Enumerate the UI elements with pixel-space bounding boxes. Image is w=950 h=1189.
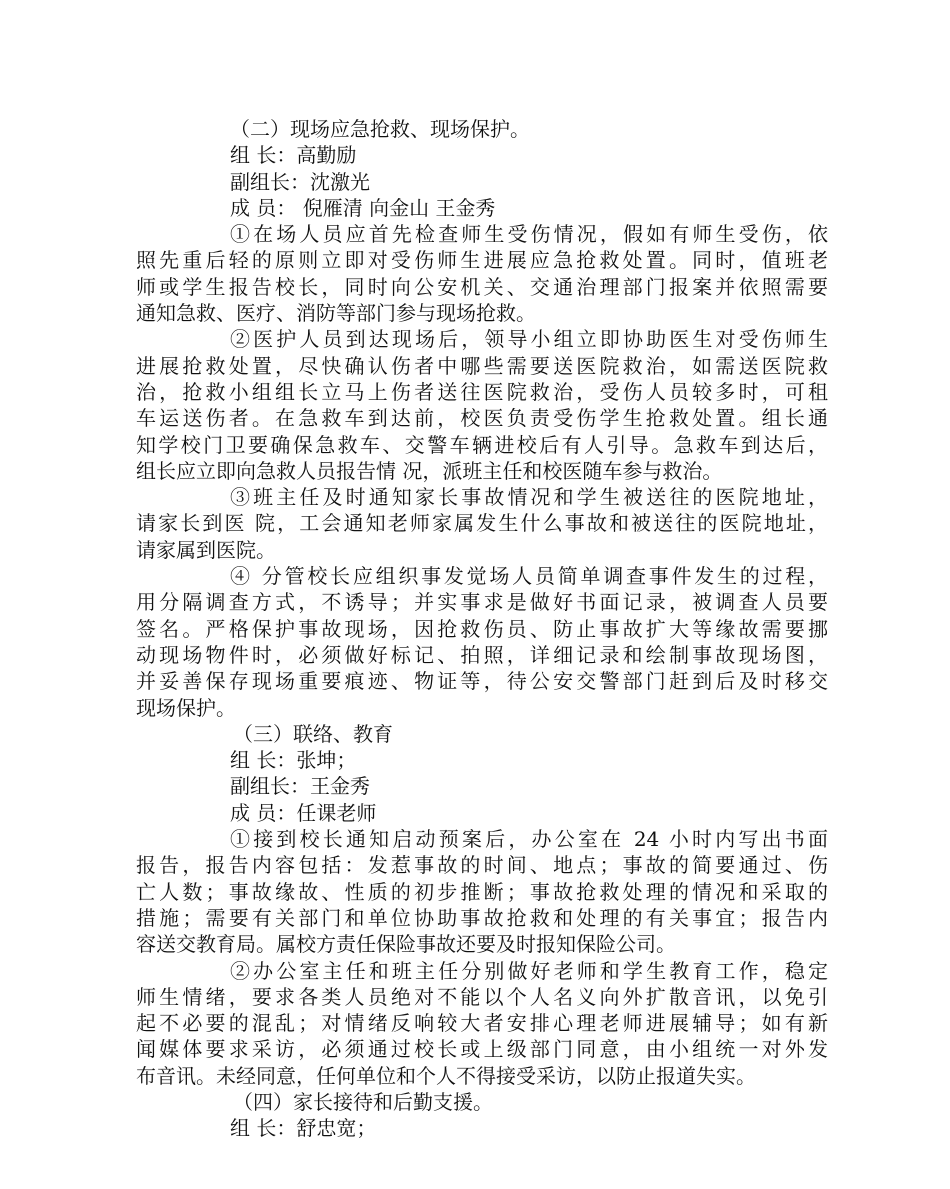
paragraph-line: 进展抢救处置，尽快确认伤者中哪些需要送医院救治，如需送医院救 [136,353,828,378]
paragraph-line: 通知急救、医疗、消防等部门参与现场抢救。 [136,301,536,326]
paragraph-line: 知学校门卫要确保急救车、交警车辆进校后有人引导。急救车到达后， [136,432,828,457]
paragraph-line: 师生情绪，要求各类人员绝对不能以个人名义向外扩散音讯，以免引 [136,984,828,1009]
paragraph-line: 现场保护。 [136,695,236,720]
members-line: 成 员：任课老师 [230,800,377,825]
document-body [136,116,828,1142]
members-line: 成 员： 倪雁清 向金山 王金秀 [230,195,496,220]
paragraph-line: 用分隔调查方式，不诱导；并实事求是做好书面记录，被调查人员要 [136,590,828,615]
paragraph-line: 请家长到医 院，工会通知老师家属发生什么事故和被送往的医院地址， [136,511,828,536]
paragraph-line: ①接到校长通知启动预案后，办公室在 24 小时内写出书面 [230,827,828,852]
paragraph-line: ④ 分管校长应组织事发觉场人员简单调查事件发生的过程， [230,564,828,589]
paragraph-line: 报告，报告内容包括：发惹事故的时间、地点；事故的简要通过、伤 [136,853,828,878]
paragraph-line: 治，抢救小组组长立马上伤者送往医院救治，受伤人员较多时，可租 [136,379,828,404]
paragraph-line: ①在场人员应首先检查师生受伤情况，假如有师生受伤，依 [230,222,828,247]
deputy-leader-line: 副组长：王金秀 [230,774,370,799]
paragraph-line: 请家属到医院。 [136,537,276,562]
deputy-leader-line: 副组长：沈激光 [230,169,370,194]
paragraph-line: 照先重后轻的原则立即对受伤师生进展应急抢救处置。同时，值班老 [136,248,828,273]
leader-line: 组 长：舒忠宽； [230,1116,377,1141]
section-heading-2: （二）现场应急抢救、现场保护。 [230,117,530,141]
paragraph-line: 组长应立即向急救人员报告情 况，派班主任和校医随车参与救治。 [136,458,723,483]
paragraph-line: 容送交教育局。属校方责任保险事故还要及时报知保险公司。 [136,932,676,957]
paragraph-line: ③班主任及时通知家长事故情况和学生被送往的医院地址， [230,485,828,510]
paragraph-line: 动现场物件时，必须做好标记、拍照，详细记录和绘制事故现场图， [136,642,828,667]
paragraph-line: 师或学生报告校长，同时向公安机关、交通治理部门报案并依照需要 [136,274,828,299]
section-heading-3: （三）联络、教育 [233,721,393,746]
leader-line: 组 长：高勤励 [230,143,357,168]
section-heading-4: （四）家长接待和后勤支援。 [233,1089,493,1114]
paragraph-line: 并妥善保存现场重要痕迹、物证等，待公安交警部门赶到后及时移交 [136,669,828,694]
paragraph-line: ②医护人员到达现场后，领导小组立即协助医生对受伤师生 [230,327,828,352]
paragraph-line: 车运送伤者。在急救车到达前，校医负责受伤学生抢救处置。组长通 [136,406,828,431]
paragraph-line: 措施；需要有关部门和单位协助事故抢救和处理的有关事宜；报告内 [136,905,828,930]
leader-line: 组 长：张坤； [230,748,357,773]
paragraph-line: 签名。严格保护事故现场，因抢救伤员、防止事故扩大等缘故需要挪 [136,616,828,641]
paragraph-line: 闻媒体要求采访，必须通过校长或上级部门同意，由小组统一对外发 [136,1037,828,1062]
paragraph-line: 起不必要的混乱；对情绪反响较大者安排心理老师进展辅导；如有新 [136,1011,828,1036]
paragraph-line: 布音讯。未经同意，任何单位和个人不得接受采访，以防止报道失实。 [136,1063,756,1088]
paragraph-line: ②办公室主任和班主任分别做好老师和学生教育工作，稳定 [230,958,828,983]
paragraph-line: 亡人数；事故缘故、性质的初步推断；事故抢救处理的情况和采取的 [136,879,828,904]
